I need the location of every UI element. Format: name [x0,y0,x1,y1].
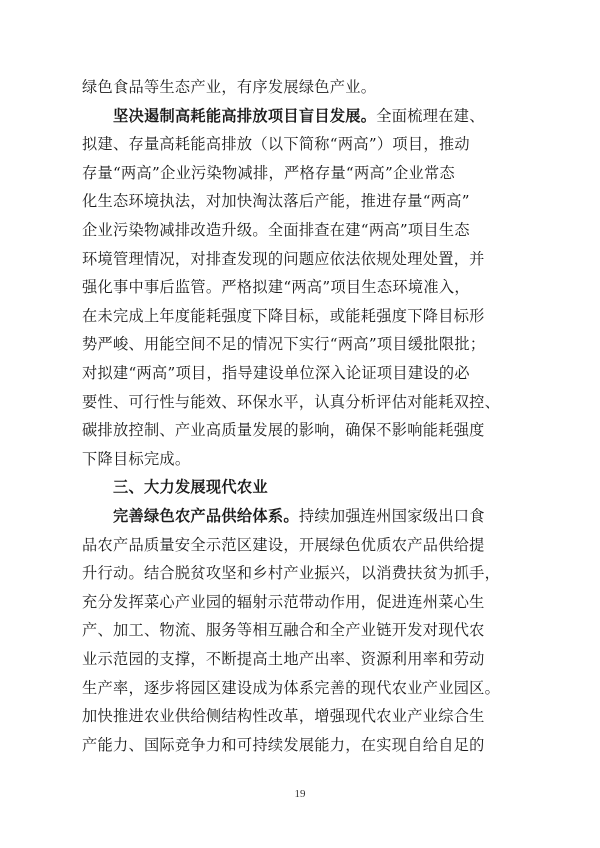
page-number: 19 [294,788,306,800]
paragraph-line: 要性、可行性与能效、环保水平，认真分析评估对能耗双控、 [82,392,501,411]
paragraph-line: 环境管理情况，对排查发现的问题应依法依规处理处置，并 [82,249,485,268]
paragraph-line: 升行动。结合脱贫攻坚和乡村产业振兴，以消费扶贫为抓手， [82,564,501,583]
paragraph-line: 充分发挥菜心产业园的辐射示范带动作用，促进连州菜心生 [82,592,485,611]
paragraph-line: 势严峻、用能空间不足的情况下实行“两高”项目缓批限批； [82,335,486,354]
paragraph-line: 绿色食品等生态产业，有序发展绿色产业。 [82,78,377,96]
paragraph-line: 产能力、国际竞争力和可持续发展能力，在实现自给自足的 [82,735,485,754]
paragraph-line: 在未完成上年度能耗强度下降目标，或能耗强度下降目标形 [82,306,485,325]
paragraph-line: 品农产品质量安全示范区建设，开展绿色优质农产品供给提 [82,535,485,554]
section-heading: 三、大力发展现代农业 [113,478,268,497]
paragraph-line: 存量“两高”企业污染物减排，严格存量“两高”企业常态 [82,163,455,182]
paragraph-line [113,501,518,531]
paragraph-line: 强化事中事后监管。严格拟建“两高”项目生态环境准入， [82,278,470,297]
paragraph-line: 对拟建“两高”项目，指导建设单位深入论证项目建设的必 [82,364,470,382]
paragraph-line: 下降目标完成。 [82,449,191,468]
lead-phrase: 坚决遏制高耗能高排放项目盲目发展。 [113,106,377,125]
paragraph-line: 碳排放控制、产业高质量发展的影响，确保不影响能耗强度 [82,421,485,440]
line-text: 全面梳理在建、 [376,106,485,125]
paragraph-line: 生产率，逐步将园区建设成为体系完善的现代农业产业园区。 [82,678,501,697]
line-text: 持续加强连州国家级出口食 [298,507,485,525]
paragraph-line: 产、加工、物流、服务等相互融合和全产业链开发对现代农 [82,621,485,640]
paragraph-line: 化生态环境执法，对加快淘汰落后产能，推进存量“两高” [82,192,470,211]
paragraph-line: 企业污染物减排改造升级。全面排查在建“两高”项目生态 [82,221,470,239]
paragraph-line: 拟建、存量高耗能高排放（以下简称“两高”）项目，推动 [82,135,470,154]
paragraph-line [113,101,518,131]
paragraph-line: 加快推进农业供给侧结构性改革，增强现代农业产业综合生 [82,707,485,726]
lead-phrase: 完善绿色农产品供给体系。 [113,507,299,525]
paragraph-line: 业示范园的支撑，不断提高土地产出率、资源利用率和劳动 [82,650,485,668]
